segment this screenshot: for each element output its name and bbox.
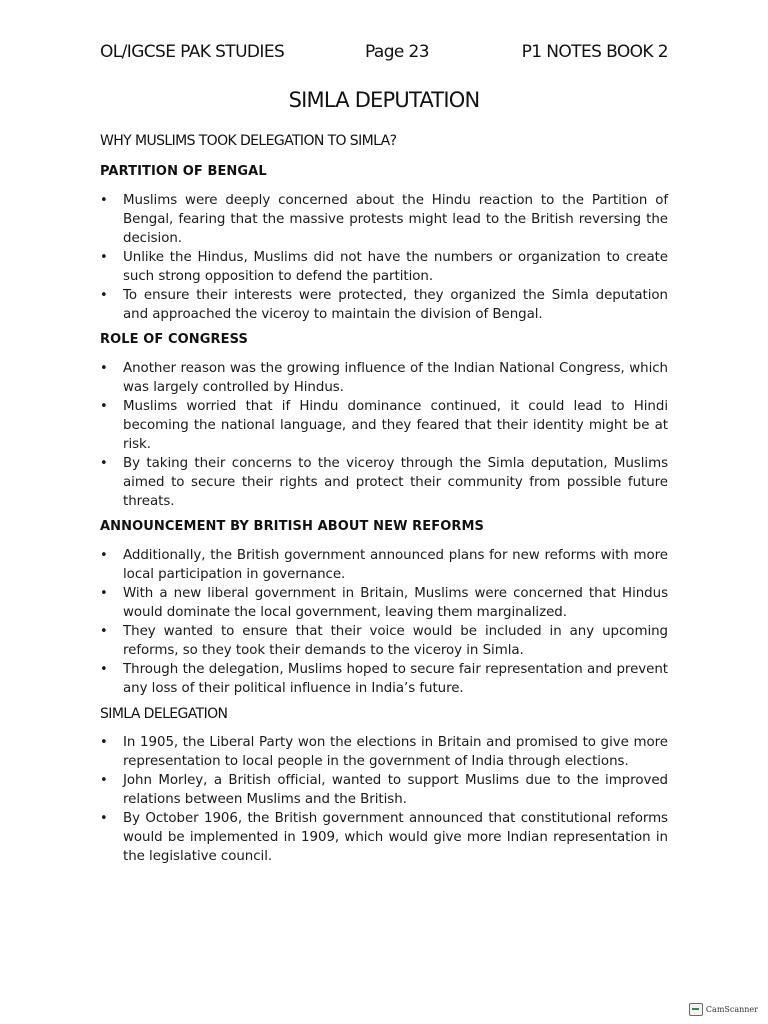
list-item [100, 397, 668, 454]
header-page-number: Page 23 [365, 42, 429, 62]
page-title: SIMLA DEPUTATION [288, 88, 480, 112]
bullet-text: By October 1906, the British government announced that constitutional reforms would be implemented in 1909, which would give more Indian representation in the legislative council. [123, 811, 668, 864]
list-item [100, 622, 668, 660]
bullet-text: John Morley, a British official, wanted to support Muslims due to the improved relations between Muslims and the British. [123, 773, 668, 807]
running-header [100, 42, 668, 68]
section-heading-simla-delegation: SIMLA DELEGATION [100, 706, 228, 722]
bullet-text: To ensure their interests were protected, they organized the Simla deputation and approached the viceroy to maintain the division of Bengal. [123, 288, 668, 322]
bullet-icon: • [100, 456, 108, 471]
bullet-icon: • [100, 548, 108, 563]
list-item [100, 248, 668, 286]
list-item [100, 454, 668, 511]
bullet-list-role-of-congress [100, 359, 668, 511]
bullet-text: In 1905, the Liberal Party won the elections in Britain and promised to give more representation to local people in the government of India through elections. [123, 735, 668, 769]
list-item [100, 733, 668, 771]
bullet-icon: • [100, 193, 108, 208]
header-book-name: P1 NOTES BOOK 2 [521, 42, 668, 62]
list-item [100, 771, 668, 809]
bullet-text: They wanted to ensure that their voice would be included in any upcoming reforms, so they took their demands to the viceroy in Simla. [123, 624, 668, 658]
camscanner-label: CamScanner [705, 1004, 758, 1014]
bullet-icon: • [100, 399, 108, 414]
list-item [100, 809, 668, 866]
bullet-icon: • [100, 288, 108, 303]
notes-content [100, 163, 668, 873]
section-heading-partition-of-bengal: PARTITION OF BENGAL [100, 164, 267, 179]
bullet-text: Another reason was the growing influence of the Indian National Congress, which was largely controlled by Hindus. [123, 361, 668, 395]
bullet-icon: • [100, 361, 108, 376]
bullet-text: Through the delegation, Muslims hoped to secure fair representation and prevent any loss of their political influence in India’s future. [123, 662, 668, 696]
list-item [100, 286, 668, 324]
bullet-icon: • [100, 735, 108, 750]
bullet-icon: • [100, 624, 108, 639]
bullet-icon: • [100, 662, 108, 677]
list-item [100, 584, 668, 622]
bullet-list-simla-delegation [100, 733, 668, 866]
bullet-icon: • [100, 586, 108, 601]
bullet-text: By taking their concerns to the viceroy through the Simla deputation, Muslims aimed to secure their rights and protect their community from possible future threats. [123, 456, 668, 509]
list-item [100, 191, 668, 248]
bullet-text: Muslims were deeply concerned about the Hindu reaction to the Partition of Bengal, fearing that the massive protests might lead to the British reversing the decision. [123, 193, 668, 246]
bullet-text: With a new liberal government in Britain, Muslims were concerned that Hindus would dominate the local government, leaving them marginalized. [123, 586, 668, 620]
list-item [100, 546, 668, 584]
section-heading-new-reforms: ANNOUNCEMENT BY BRITISH ABOUT NEW REFORMS [100, 519, 485, 534]
section-heading-role-of-congress: ROLE OF CONGRESS [100, 332, 248, 347]
camscanner-logo-icon [689, 1003, 703, 1016]
camscanner-watermark [689, 1002, 758, 1016]
bullet-text: Additionally, the British government announced plans for new reforms with more local participation in governance. [123, 548, 668, 582]
list-item [100, 359, 668, 397]
bullet-icon: • [100, 811, 108, 826]
bullet-icon: • [100, 773, 108, 788]
header-course-name: OL/IGCSE PAK STUDIES [100, 42, 285, 62]
bullet-text: Unlike the Hindus, Muslims did not have the numbers or organization to create such strong opposition to defend the partition. [123, 250, 668, 284]
bullet-list-new-reforms [100, 546, 668, 698]
bullet-list-partition-of-bengal [100, 191, 668, 324]
list-item [100, 660, 668, 698]
bullet-text: Muslims worried that if Hindu dominance continued, it could lead to Hindi becoming the national language, and they feared that their identity might be at risk. [123, 399, 668, 452]
bullet-icon: • [100, 250, 108, 265]
section-question: WHY MUSLIMS TOOK DELEGATION TO SIMLA? [100, 133, 397, 149]
